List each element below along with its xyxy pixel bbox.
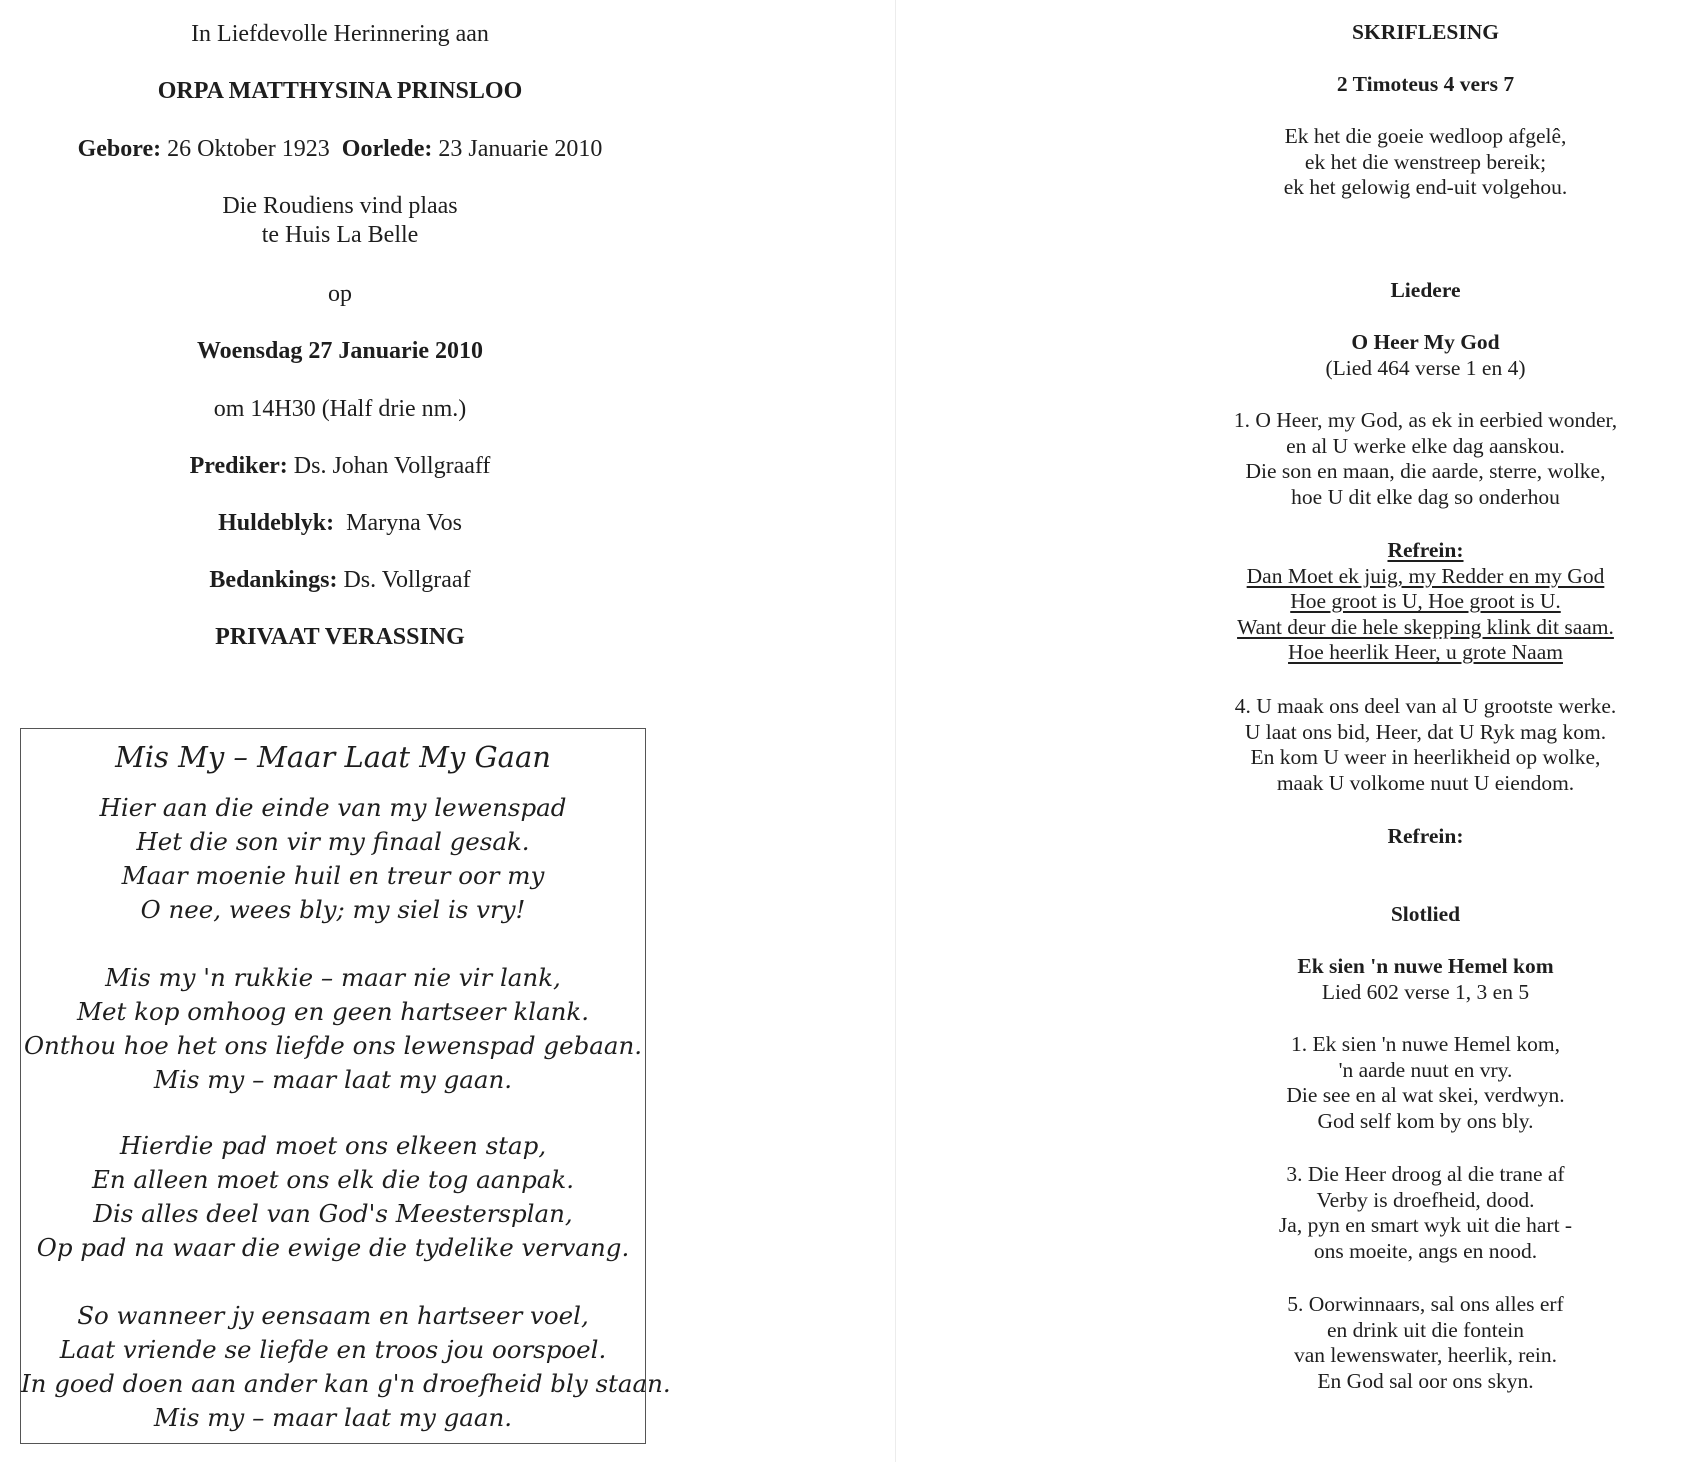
service-time: om 14H30 (Half drie nm.) [213,396,467,422]
thanks-label: Bedankings: [209,567,338,593]
verse-line: En God sal oor ons skyn. [1317,1368,1534,1393]
poem-line: O nee, wees bly; my siel is vry! [140,895,526,924]
poem-line: Mis my – maar laat my gaan. [153,1403,513,1432]
preacher-line [0,452,680,481]
scripture-line: Ek het die goeie wedloop afgelê, [1284,124,1567,148]
poem-line: Op pad na waar die ewige die tydelike vervang. [36,1233,630,1262]
page-fold [895,0,896,1462]
song1-verse4 [1150,694,1701,796]
thanks-value: Ds. Vollgraaf [343,567,471,593]
verse-line: 4. U maak ons deel van al U grootste werke. [1234,694,1617,718]
poem-box [20,728,671,1444]
venue-text [0,192,680,250]
refrain-line: Hoe groot is U, Hoe groot is U. [1290,589,1561,613]
verse-line: Die see en al wat skei, verdwyn. [1286,1083,1565,1107]
song1-heading [1150,330,1701,381]
intro-text: In Liefdevolle Herinnering aan [191,21,489,47]
died-value: 23 Januarie 2010 [438,136,603,162]
poem-line: Laat vriende se liefde en troos jou oorspoel. [59,1335,607,1364]
refrain-line: Dan Moet ek juig, my Redder en my God [1246,563,1605,588]
preacher-label: Prediker: [189,453,288,479]
venue-line: te Huis La Belle [261,222,419,248]
verse-line: maak U volkome nuut U eiendom. [1276,770,1575,795]
poem-stanza [21,791,645,927]
poem-title: Mis My – Maar Laat My Gaan [115,740,551,774]
born-value: 26 Oktober 1923 [167,136,330,162]
tribute-value: Maryna Vos [346,510,462,536]
poem-line: Mis my – maar laat my gaan. [153,1065,513,1094]
verse-line: Ja, pyn en smart wyk uit die hart - [1278,1213,1573,1237]
song1-ref: (Lied 464 verse 1 en 4) [1325,355,1526,380]
scripture-heading: SKRIFLESING [1352,20,1499,44]
verse-line: ons moeite, angs en nood. [1313,1238,1538,1263]
song2-heading [1150,954,1701,1005]
deceased-name: ORPA MATTHYSINA PRINSLOO [157,78,523,104]
verse-line: en drink uit die fontein [1326,1317,1525,1342]
verse-line: en al U werke elke dag aanskou. [1286,433,1565,458]
verse-line: van lewenswater, heerlik, rein. [1294,1343,1557,1367]
poem-line: Hier aan die einde van my lewenspad [99,793,567,822]
thanks-line [0,566,680,595]
poem-stanza [21,961,645,1097]
poem-line: Hierdie pad moet ons elkeen stap, [119,1131,547,1160]
refrain-label: Refrein: [1387,538,1464,562]
cremation-text: PRIVAAT VERASSING [215,624,465,650]
tribute-label: Huldeblyk: [218,510,335,536]
born-label: Gebore: [77,136,162,162]
verse-line: 3. Die Heer droog al die trane af [1286,1162,1565,1186]
verse-line: En kom U weer in heerlikheid op wolke, [1250,745,1601,769]
song2-verse5 [1150,1292,1701,1394]
scripture-text [1150,124,1701,201]
songs-heading: Liedere [1390,278,1461,302]
verse-line: 1. O Heer, my God, as ek in eerbied wonder, [1233,408,1618,432]
poem-stanza [21,1129,645,1265]
verse-line: Verby is droefheid, dood. [1316,1187,1535,1212]
service-date: Woensdag 27 Januarie 2010 [196,338,484,364]
closing-heading: Slotlied [1390,902,1461,926]
verse-line: 'n aarde nuut en vry. [1338,1057,1513,1082]
refrain-line: Want deur die hele skepping klink dit saam. [1237,614,1614,639]
verse-line: hoe U dit elke dag so onderhou [1291,484,1560,509]
scripture-ref: 2 Timoteus 4 vers 7 [1336,72,1515,96]
song1-title: O Heer My God [1351,330,1500,354]
poem-stanza [21,1299,671,1435]
song1-verse1 [1150,408,1701,510]
poem-line: Dis alles deel van God's Meestersplan, [93,1199,573,1228]
song2-ref: Lied 602 verse 1, 3 en 5 [1321,979,1530,1004]
refrain-block [1150,538,1701,666]
died-label: Oorlede: [341,136,433,162]
venue-line: Die Roudiens vind plaas [222,193,458,219]
poem-line: In goed doen aan ander kan g'n droefheid bly staan. [21,1369,671,1398]
right-page [1150,0,1701,1462]
song2-title: Ek sien 'n nuwe Hemel kom [1297,954,1554,978]
poem-line: Mis my 'n rukkie – maar nie vir lank, [105,963,561,992]
on-text: op [328,281,352,307]
song2-verse1 [1150,1032,1701,1134]
refrain-label-2: Refrein: [1387,824,1464,848]
verse-line: U laat ons bid, Heer, dat U Ryk mag kom. [1244,719,1607,744]
refrain-line: Hoe heerlik Heer, u grote Naam [1288,640,1563,664]
poem-line: Met kop omhoog en geen hartseer klank. [76,997,590,1026]
dates-line [0,135,680,164]
poem-line: En alleen moet ons elk die tog aanpak. [91,1165,575,1194]
scripture-line: ek het die wenstreep bereik; [1304,149,1547,174]
poem-line: Maar moenie huil en treur oor my [121,861,545,890]
verse-line: God self kom by ons bly. [1317,1108,1534,1133]
poem-line: Onthou hoe het ons liefde ons lewenspad gebaan. [23,1031,643,1060]
poem-line: Het die son vir my finaal gesak. [136,827,530,856]
song2-verse3 [1150,1162,1701,1264]
left-page [0,0,680,1462]
verse-line: Die son en maan, die aarde, sterre, wolke, [1245,459,1606,483]
scripture-line: ek het gelowig end-uit volgehou. [1283,175,1568,199]
tribute-line [0,509,680,538]
poem-line: So wanneer jy eensaam en hartseer voel, [77,1301,589,1330]
verse-line: 5. Oorwinnaars, sal ons alles erf [1287,1292,1564,1316]
preacher-value: Ds. Johan Vollgraaff [293,453,491,479]
verse-line: 1. Ek sien 'n nuwe Hemel kom, [1291,1032,1560,1056]
